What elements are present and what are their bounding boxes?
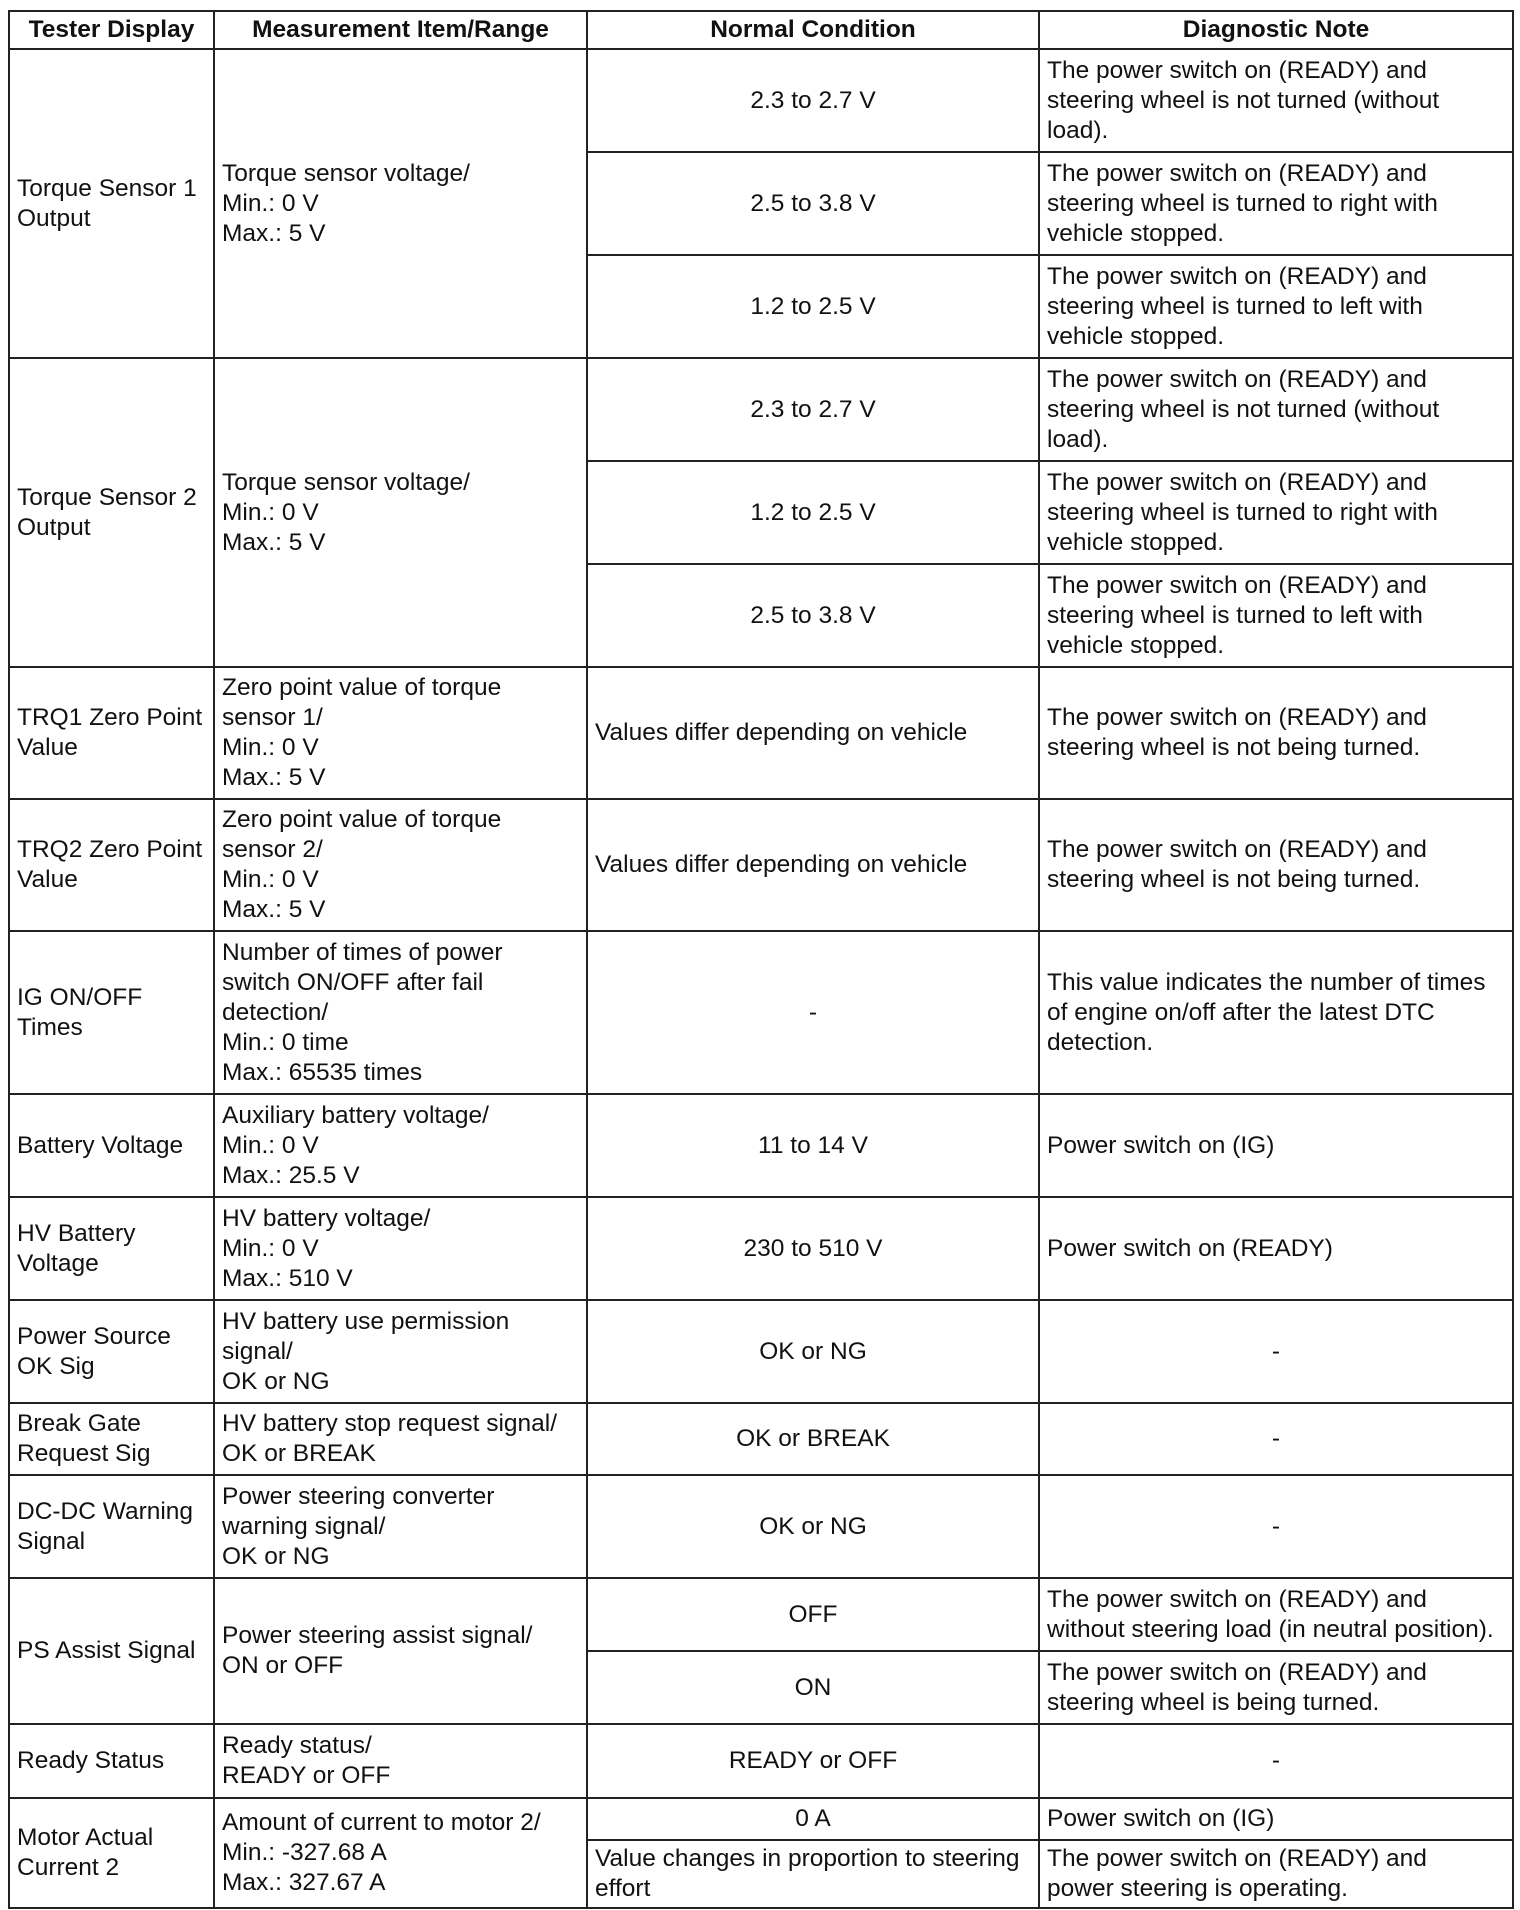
measurement-cell: Auxiliary battery voltage/ Min.: 0 V Max.: 25.5 V	[214, 1094, 587, 1197]
diagnostic-note-cell: Power switch on (IG)	[1039, 1798, 1513, 1840]
tester-display-cell: Break Gate Request Sig	[9, 1403, 214, 1475]
tester-display-cell: Ready Status	[9, 1724, 214, 1798]
normal-condition-cell: Values differ depending on vehicle	[587, 667, 1039, 799]
measurement-cell: Zero point value of torque sensor 1/ Min.: 0 V Max.: 5 V	[214, 667, 587, 799]
measurement-cell: Number of times of power switch ON/OFF after fail detection/ Min.: 0 time Max.: 65535 times	[214, 931, 587, 1094]
diagnostic-note-cell: Power switch on (IG)	[1039, 1094, 1513, 1197]
header-normal-condition: Normal Condition	[587, 11, 1039, 49]
normal-condition-cell: 2.5 to 3.8 V	[587, 152, 1039, 255]
table-row	[9, 1300, 1513, 1403]
diagnostic-note-cell: The power switch on (READY) and steering wheel is turned to left with vehicle stopped.	[1039, 255, 1513, 358]
normal-condition-cell: ON	[587, 1651, 1039, 1724]
diagnostic-note-cell: -	[1039, 1724, 1513, 1798]
normal-condition-cell: 11 to 14 V	[587, 1094, 1039, 1197]
tester-display-cell: Motor Actual Current 2	[9, 1798, 214, 1908]
tester-display-cell: PS Assist Signal	[9, 1578, 214, 1724]
diagnostic-note-cell: -	[1039, 1475, 1513, 1578]
diagnostic-note-cell: -	[1039, 1300, 1513, 1403]
normal-condition-cell: -	[587, 931, 1039, 1094]
diagnostic-note-cell: The power switch on (READY) and steering wheel is not being turned.	[1039, 799, 1513, 931]
diagnostic-note-cell: This value indicates the number of times of engine on/off after the latest DTC detection.	[1039, 931, 1513, 1094]
normal-condition-cell: 1.2 to 2.5 V	[587, 255, 1039, 358]
normal-condition-cell: OFF	[587, 1578, 1039, 1651]
tester-display-cell: Torque Sensor 1 Output	[9, 49, 214, 358]
table-row	[9, 1798, 1513, 1840]
diagnostic-note-cell: The power switch on (READY) and steering wheel is turned to right with vehicle stopped.	[1039, 461, 1513, 564]
table-row	[9, 358, 1513, 461]
header-tester-display: Tester Display	[9, 11, 214, 49]
normal-condition-cell: 1.2 to 2.5 V	[587, 461, 1039, 564]
normal-condition-cell: 2.3 to 2.7 V	[587, 358, 1039, 461]
table-row	[9, 1094, 1513, 1197]
measurement-cell: HV battery stop request signal/ OK or BREAK	[214, 1403, 587, 1475]
diagnostic-note-cell: The power switch on (READY) and steering wheel is turned to left with vehicle stopped.	[1039, 564, 1513, 667]
tester-display-cell: DC-DC Warning Signal	[9, 1475, 214, 1578]
measurement-cell: Torque sensor voltage/ Min.: 0 V Max.: 5 V	[214, 49, 587, 358]
table-row	[9, 49, 1513, 152]
header-measurement-item-range: Measurement Item/Range	[214, 11, 587, 49]
table-row	[9, 931, 1513, 1094]
normal-condition-cell: 2.5 to 3.8 V	[587, 564, 1039, 667]
diagnostic-note-cell: The power switch on (READY) and steering wheel is not turned (without load).	[1039, 49, 1513, 152]
normal-condition-cell: OK or NG	[587, 1475, 1039, 1578]
diagnostic-note-cell: The power switch on (READY) and power steering is operating.	[1039, 1840, 1513, 1908]
table-row	[9, 1403, 1513, 1475]
table-row	[9, 1578, 1513, 1651]
table-header-row	[9, 11, 1513, 49]
normal-condition-cell: Value changes in proportion to steering effort	[587, 1840, 1039, 1908]
normal-condition-cell: OK or NG	[587, 1300, 1039, 1403]
table-row	[9, 1724, 1513, 1798]
measurement-cell: Zero point value of torque sensor 2/ Min.: 0 V Max.: 5 V	[214, 799, 587, 931]
diagnostic-note-cell: The power switch on (READY) and steering wheel is being turned.	[1039, 1651, 1513, 1724]
normal-condition-cell: READY or OFF	[587, 1724, 1039, 1798]
normal-condition-cell: 0 A	[587, 1798, 1039, 1840]
table-row	[9, 1475, 1513, 1578]
table-row	[9, 799, 1513, 931]
diagnostic-note-cell: The power switch on (READY) and steering wheel is not turned (without load).	[1039, 358, 1513, 461]
measurement-cell: Amount of current to motor 2/ Min.: -327.68 A Max.: 327.67 A	[214, 1798, 587, 1908]
diagnostic-note-cell: Power switch on (READY)	[1039, 1197, 1513, 1300]
normal-condition-cell: OK or BREAK	[587, 1403, 1039, 1475]
diagnostic-note-cell: -	[1039, 1403, 1513, 1475]
measurement-cell: Power steering converter warning signal/ OK or NG	[214, 1475, 587, 1578]
measurement-cell: Power steering assist signal/ ON or OFF	[214, 1578, 587, 1724]
measurement-cell: HV battery use permission signal/ OK or NG	[214, 1300, 587, 1403]
tester-display-cell: IG ON/OFF Times	[9, 931, 214, 1094]
normal-condition-cell: 2.3 to 2.7 V	[587, 49, 1039, 152]
header-diagnostic-note: Diagnostic Note	[1039, 11, 1513, 49]
diagnostic-note-cell: The power switch on (READY) and steering wheel is turned to right with vehicle stopped.	[1039, 152, 1513, 255]
measurement-cell: Torque sensor voltage/ Min.: 0 V Max.: 5 V	[214, 358, 587, 667]
table-row	[9, 1197, 1513, 1300]
normal-condition-cell: 230 to 510 V	[587, 1197, 1039, 1300]
diagnostic-data-table	[8, 10, 1514, 1909]
normal-condition-cell: Values differ depending on vehicle	[587, 799, 1039, 931]
tester-display-cell: TRQ2 Zero Point Value	[9, 799, 214, 931]
tester-display-cell: Battery Voltage	[9, 1094, 214, 1197]
tester-display-cell: Torque Sensor 2 Output	[9, 358, 214, 667]
table-row	[9, 667, 1513, 799]
diagnostic-note-cell: The power switch on (READY) and without steering load (in neutral position).	[1039, 1578, 1513, 1651]
tester-display-cell: HV Battery Voltage	[9, 1197, 214, 1300]
measurement-cell: HV battery voltage/ Min.: 0 V Max.: 510 V	[214, 1197, 587, 1300]
tester-display-cell: Power Source OK Sig	[9, 1300, 214, 1403]
measurement-cell: Ready status/ READY or OFF	[214, 1724, 587, 1798]
tester-display-cell: TRQ1 Zero Point Value	[9, 667, 214, 799]
diagnostic-note-cell: The power switch on (READY) and steering wheel is not being turned.	[1039, 667, 1513, 799]
